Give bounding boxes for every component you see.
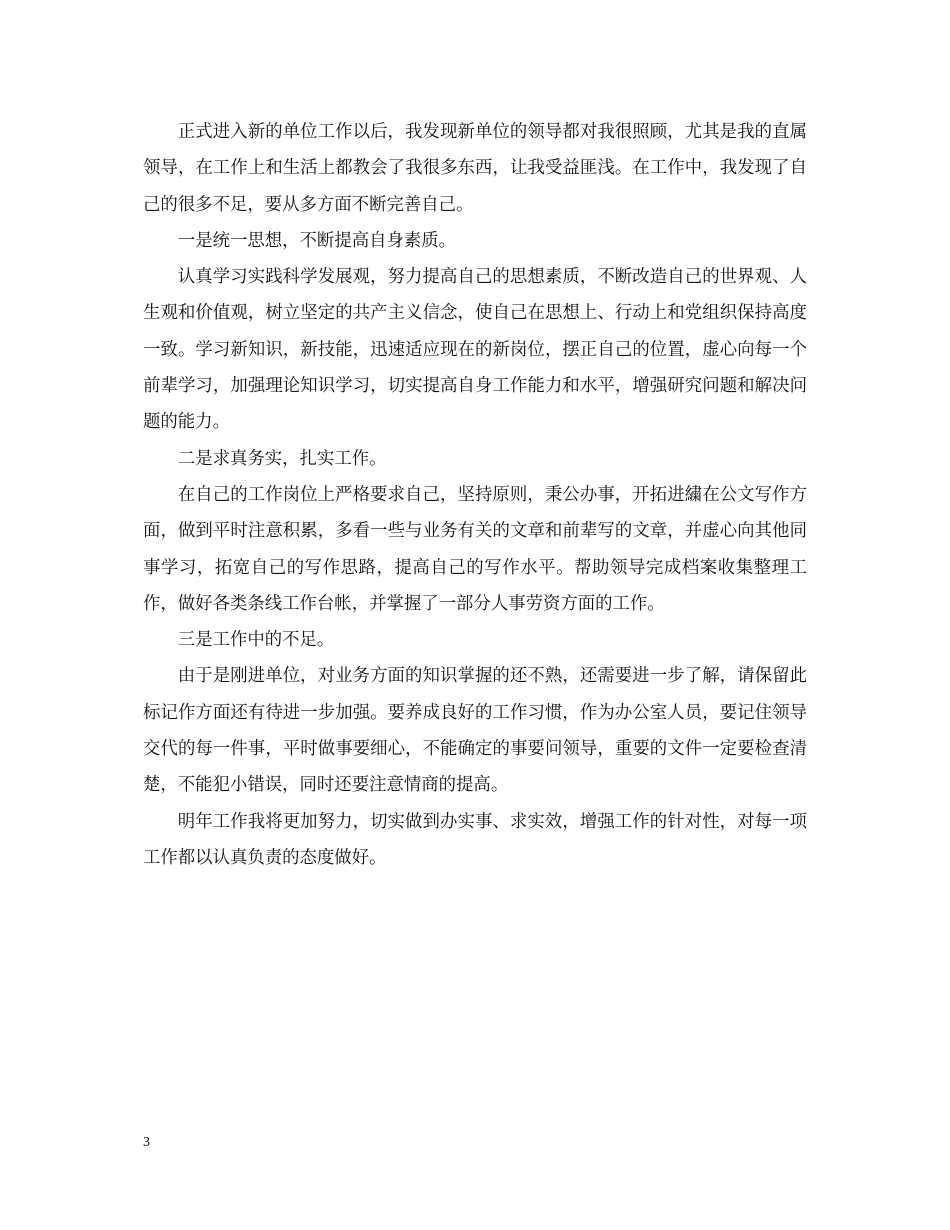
page-number: 3 [143, 1135, 150, 1150]
heading-point-two: 二是求真务实，扎实工作。 [177, 448, 387, 469]
paragraph-intro: 正式进入新的单位工作以后，我发现新单位的领导都对我很照顾，尤其是我的直属领导，在工作上和生活上都教会了我很多东西，让我受益匪浅。在工作中，我发现了自己的很多不足，要从多方面不断完善自己。 [143, 122, 807, 215]
heading-point-one: 一是统一思想，不断提高自身素质。 [177, 230, 457, 251]
paragraph-point-three: 由于是刚进单位，对业务方面的知识掌握的还不熟，还需要进一步了解，请保留此标记作方面还有待进一步加强。要养成良好的工作习惯，作为办公室人员，要记住领导交代的每一件事，平时做事要细心，不能确定的事要问领导，重要的文件一定要检查清楚，不能犯小错误，同时还要注意情商的提高。 [143, 666, 807, 796]
heading-point-three: 三是工作中的不足。 [177, 630, 335, 651]
paragraph-point-one: 认真学习实践科学发展观，努力提高自己的思想素质，不断改造自己的世界观、人生观和价值观，树立坚定的共产主义信念，使自己在思想上、行动上和党组织保持高度一致。学习新知识，新技能，迅速适应现在的新岗位，摆正自己的位置，虚心向每一个前辈学习，加强理论知识学习，切实提高自身工作能力和水平，增强研究问题和解决问题的能力。 [143, 267, 807, 433]
document-body [143, 114, 807, 876]
paragraph-conclusion: 明年工作我将更加努力，切实做到办实事、求实效，增强工作的针对性，对每一项工作都以认真负责的态度做好。 [143, 811, 807, 868]
paragraph-point-two: 在自己的工作岗位上严格要求自己，坚持原则，秉公办事，开拓进繍在公文写作方面，做到平时注意积累，多看一些与业务有关的文章和前辈写的文章，并虚心向其他同事学习，拓宽自己的写作思路，提高自己的写作水平。帮助领导完成档案收集整理工作，做好各类条线工作台帐，并掌握了一部分人事劳资方面的工作。 [143, 484, 807, 614]
